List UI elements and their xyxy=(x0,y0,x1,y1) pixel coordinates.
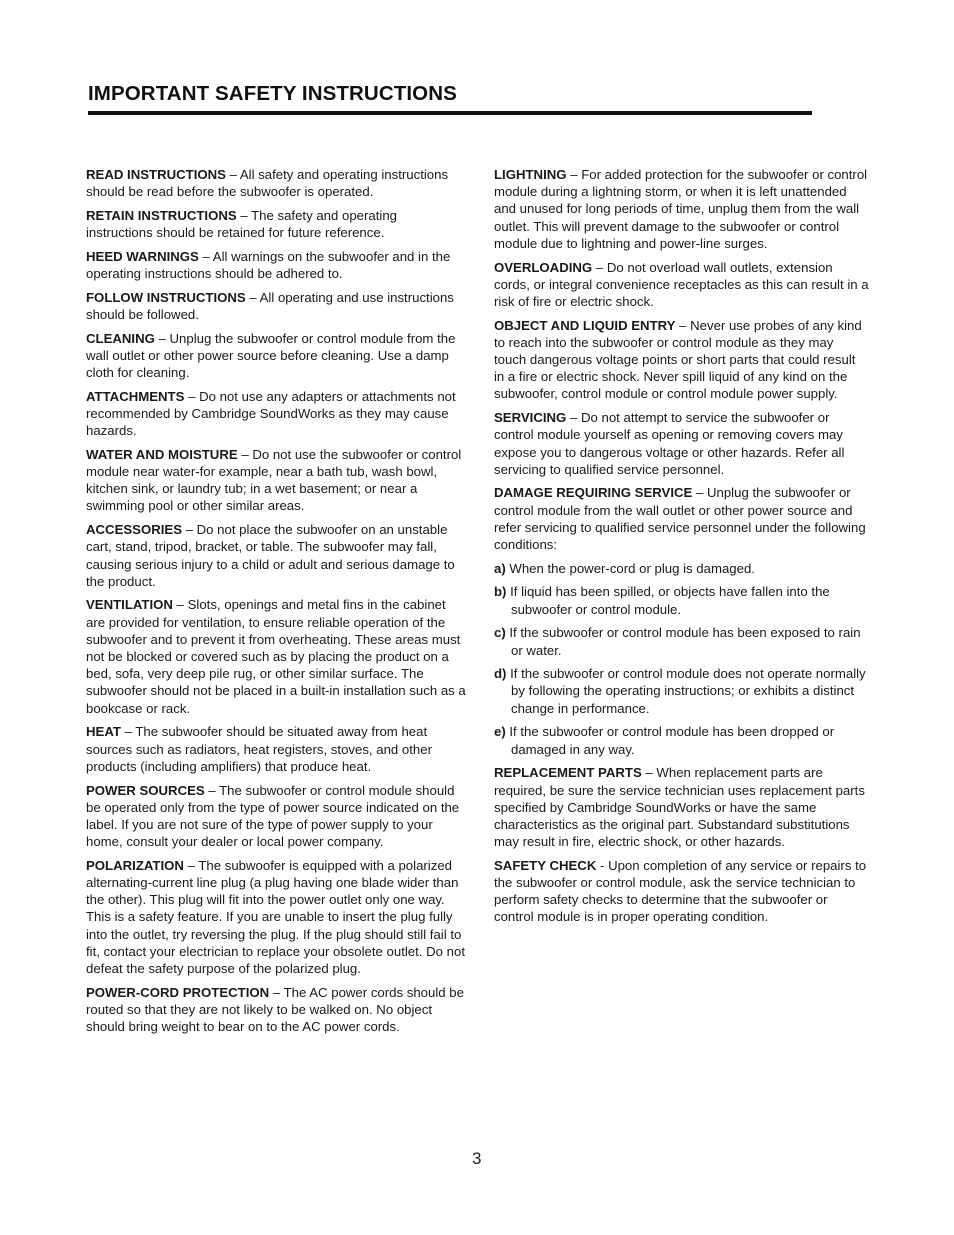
instruction-follow xyxy=(86,289,466,323)
instruction-water xyxy=(86,446,466,515)
page-number: 3 xyxy=(472,1149,482,1168)
instruction-text: – The AC power cords should be routed so that they are not likely to be walked on. No object should bring weight to bear on to the AC power cords. xyxy=(86,984,464,1035)
instruction-heading: SAFETY CHECK xyxy=(494,857,597,873)
instruction-retain xyxy=(86,207,466,241)
instruction-lightning xyxy=(494,166,869,252)
page-title: IMPORTANT SAFETY INSTRUCTIONS xyxy=(88,82,457,105)
instruction-polarization xyxy=(86,857,466,977)
instruction-servicing xyxy=(494,409,869,478)
instruction-text: – Do not use the subwoofer or control module near water-for example, near a bath tub, wash bowl, kitchen sink, or laundry tub; in a wet basement; or near a swimming pool or other similar areas. xyxy=(86,446,462,514)
instruction-text: – Never use probes of any kind to reach into the subwoofer or control module as they may touch dangerous voltage points or short parts that could result in a fire or electric shock. Never spill liquid of any kind on the subwoofer, control module or control module power supply. xyxy=(494,317,862,402)
instruction-read xyxy=(86,166,466,200)
right-column xyxy=(494,166,869,932)
condition-item xyxy=(494,583,869,617)
instruction-text: – Unplug the subwoofer or control module from the wall outlet or other power source and refer servicing to qualified service personnel under the following conditions: xyxy=(494,485,866,553)
instruction-cleaning xyxy=(86,330,466,382)
instruction-text: – All safety and operating instructions should be read before the subwoofer is operated. xyxy=(86,167,449,200)
instruction-heading: DAMAGE REQUIRING SERVICE xyxy=(494,485,693,501)
instruction-replacement-parts xyxy=(494,764,869,850)
instruction-text: – The safety and operating instructions should be retained for future reference. xyxy=(86,207,398,241)
instruction-heading: OVERLOADING xyxy=(494,259,593,275)
instruction-heading: WATER AND MOISTURE xyxy=(86,446,238,462)
condition-letter: e) xyxy=(494,724,506,740)
instruction-text: – Do not use any adapters or attachments not recommended by Cambridge SoundWorks as they may cause hazards. xyxy=(86,388,456,439)
instruction-text: – All warnings on the subwoofer and in the operating instructions should be adhered to. xyxy=(86,248,451,282)
condition-item xyxy=(494,624,869,658)
condition-letter: b) xyxy=(494,584,507,600)
condition-text: When the power-cord or plug is damaged. xyxy=(505,560,755,576)
condition-text: If the subwoofer or control module has been dropped or damaged in any way. xyxy=(505,724,835,757)
instruction-heading: FOLLOW INSTRUCTIONS xyxy=(86,289,246,305)
instruction-heading: ACCESSORIES xyxy=(86,522,182,538)
instruction-heading: LIGHTNING xyxy=(494,167,567,182)
instruction-text: – Do not place the subwoofer on an unstable cart, stand, tripod, bracket, or table. The subwoofer may fall, causing serious injury to a child or adult and serious damage to the product. xyxy=(86,522,455,589)
instruction-text: – The subwoofer or control module should be operated only from the type of power source indicated on the label. If you are not sure of the type of power supply to your home, consult your dealer or local power company. xyxy=(86,782,460,850)
instruction-heed xyxy=(86,248,466,282)
instruction-heading: READ INSTRUCTIONS xyxy=(86,167,226,182)
instruction-accessories xyxy=(86,521,466,590)
instruction-heading: POWER SOURCES xyxy=(86,782,205,798)
instruction-safety-check xyxy=(494,857,869,926)
instruction-text: – For added protection for the subwoofer or control module during a lightning storm, or when it is left unattended and unused for long periods of time, unplug them from the wall outlet. This will prevent damage to the subwoofer or control module due to lightning and power-line surges. xyxy=(494,167,868,251)
instruction-heading: REPLACEMENT PARTS xyxy=(494,765,642,781)
instruction-heading: HEAT xyxy=(86,724,121,740)
instruction-heading: RETAIN INSTRUCTIONS xyxy=(86,207,237,223)
instruction-ventilation xyxy=(86,596,466,716)
instruction-text: – Do not attempt to service the subwoofer or control module yourself as opening or removing covers may expose you to dangerous voltage or other hazards. Refer all servicing to qualified service personnel. xyxy=(494,410,845,477)
instruction-heading: OBJECT AND LIQUID ENTRY xyxy=(494,317,676,333)
title-rule xyxy=(88,111,812,115)
instruction-overloading xyxy=(494,259,869,311)
condition-text: If the subwoofer or control module has been exposed to rain or water. xyxy=(505,625,861,658)
instruction-heading: POWER-CORD PROTECTION xyxy=(86,984,270,1000)
condition-item xyxy=(494,560,869,577)
left-column xyxy=(86,166,466,1042)
condition-letter: d) xyxy=(494,666,507,682)
instruction-text: - Upon completion of any service or repairs to the subwoofer or control module, ask the service technician to perform safety checks to determine that the subwoofer or control module is in proper operating condition. xyxy=(494,857,867,925)
instruction-heat xyxy=(86,723,466,775)
instruction-text: – All operating and use instructions should be followed. xyxy=(86,289,454,322)
condition-letter: c) xyxy=(494,625,506,641)
instruction-text: – The subwoofer is equipped with a polarized alternating-current line plug (a plug having one blade wider than the other). This plug will fit into the power outlet only one way. This is a safety feature. If you are unable to insert the plug fully into the outlet, try reversing the plug. If the plug should still fail to fit, contact your electrician to replace your obsolete outlet. Do not defeat the safety purpose of the polarized plug. xyxy=(86,857,465,977)
instruction-heading: SERVICING xyxy=(494,410,567,426)
condition-item xyxy=(494,665,869,717)
instruction-damage xyxy=(494,484,869,553)
instruction-heading: HEED WARNINGS xyxy=(86,248,199,264)
instruction-heading: POLARIZATION xyxy=(86,857,184,873)
instruction-power-sources xyxy=(86,782,466,851)
instruction-text: – Slots, openings and metal fins in the cabinet are provided for ventilation, to ensure reliable operation of the subwoofer and to prevent it from overheating. These areas must not be blocked or covered such as by placing the product on a bed, sofa, very deep pile rug, or other similar surface. The subwoofer should not be placed in a built-in installation such as a bookcase or rack. xyxy=(86,597,466,716)
instruction-heading: CLEANING xyxy=(86,330,155,346)
condition-text: If the subwoofer or control module does not operate normally by following the operating instructions; or exhibits a distinct change in performance. xyxy=(506,666,866,716)
condition-letter: a) xyxy=(494,560,506,576)
instruction-object-liquid xyxy=(494,317,869,403)
instruction-text: – When replacement parts are required, be sure the service technician uses replacement parts specified by Cambridge SoundWorks or have the same characteristics as the original part. Substandard substitutions may result in fire, electric shock, or other hazards. xyxy=(494,765,865,850)
instruction-text: – Unplug the subwoofer or control module from the wall outlet or other power source before cleaning. Use a damp cloth for cleaning. xyxy=(86,330,456,381)
instruction-heading: ATTACHMENTS xyxy=(86,388,185,404)
instruction-text: – Do not overload wall outlets, extension cords, or integral convenience receptacles as this can result in a risk of fire or electric shock. xyxy=(494,259,869,309)
instruction-power-cord xyxy=(86,984,466,1036)
instruction-heading: VENTILATION xyxy=(86,597,173,613)
instruction-text: – The subwoofer should be situated away from heat sources such as radiators, heat registers, stoves, and other products (including amplifiers) that produce heat. xyxy=(86,724,432,774)
condition-text: If liquid has been spilled, or objects have fallen into the subwoofer or control module. xyxy=(506,584,830,617)
condition-item xyxy=(494,723,869,757)
instruction-attachments xyxy=(86,388,466,440)
